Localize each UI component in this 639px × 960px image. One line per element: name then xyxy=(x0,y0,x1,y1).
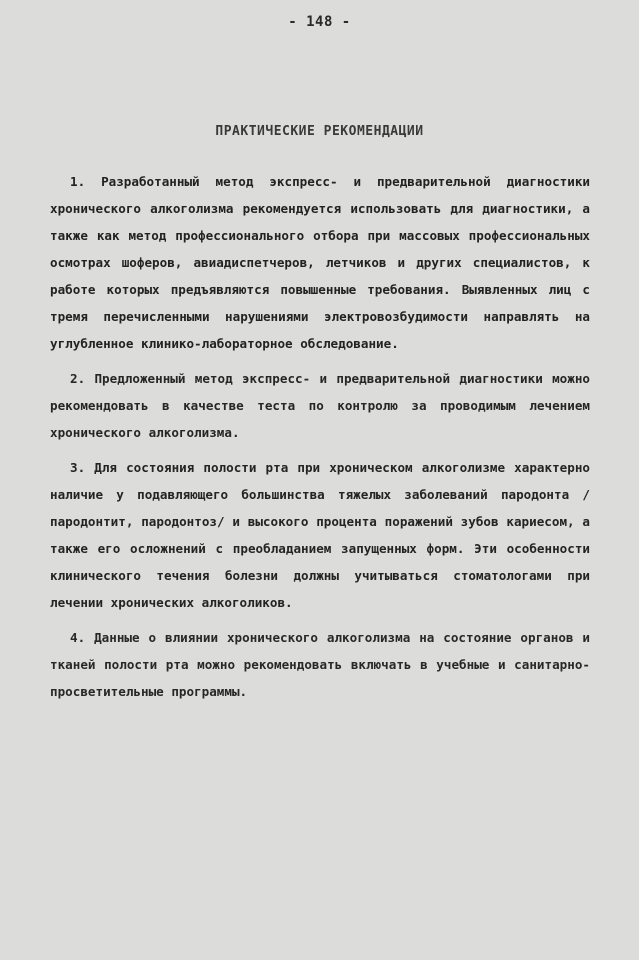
section-title: ПРАКТИЧЕСКИЕ РЕКОМЕНДАЦИИ xyxy=(215,124,424,139)
recommendation-paragraph-2: 2. Предложенный метод экспресс- и предварительной диагностики можно рекомендовать в качестве теста по контролю за проводимым лечением хронического алкоголизма. xyxy=(50,371,590,440)
page-number: - 148 - xyxy=(288,14,351,30)
recommendation-paragraph-4: 4. Данные о влиянии хронического алкоголизма на состояние органов и тканей полости рта можно рекомендовать включать в учебные и санитарно-просветительные программы. xyxy=(50,630,590,699)
recommendation-paragraph-1: 1. Разработанный метод экспресс- и предварительной диагностики хронического алкоголизма рекомендуется использовать для диагностики, а также как метод профессионального отбора при массовых профессиональных осмотрах шоферов, авиадиспетчеров, летчиков и других специалистов, к работе которых предъявляются повышенные требования. Выявленных лиц с тремя перечисленными нарушениями электровозбудимости направлять на углубленное клинико-лабораторное обследование. xyxy=(50,174,590,351)
recommendation-paragraph-3: 3. Для состояния полости рта при хроническом алкоголизме характерно наличие у подавляющего большинства тяжелых заболеваний пародонта /пародонтит, пародонтоз/ и высокого процента поражений зубов кариесом, а также его осложнений с преобладанием запущенных форм. Эти особенности клинического течения болезни должны учитываться стоматологами при лечении хронических алкоголиков. xyxy=(50,460,590,610)
recommendations-body xyxy=(50,168,590,713)
